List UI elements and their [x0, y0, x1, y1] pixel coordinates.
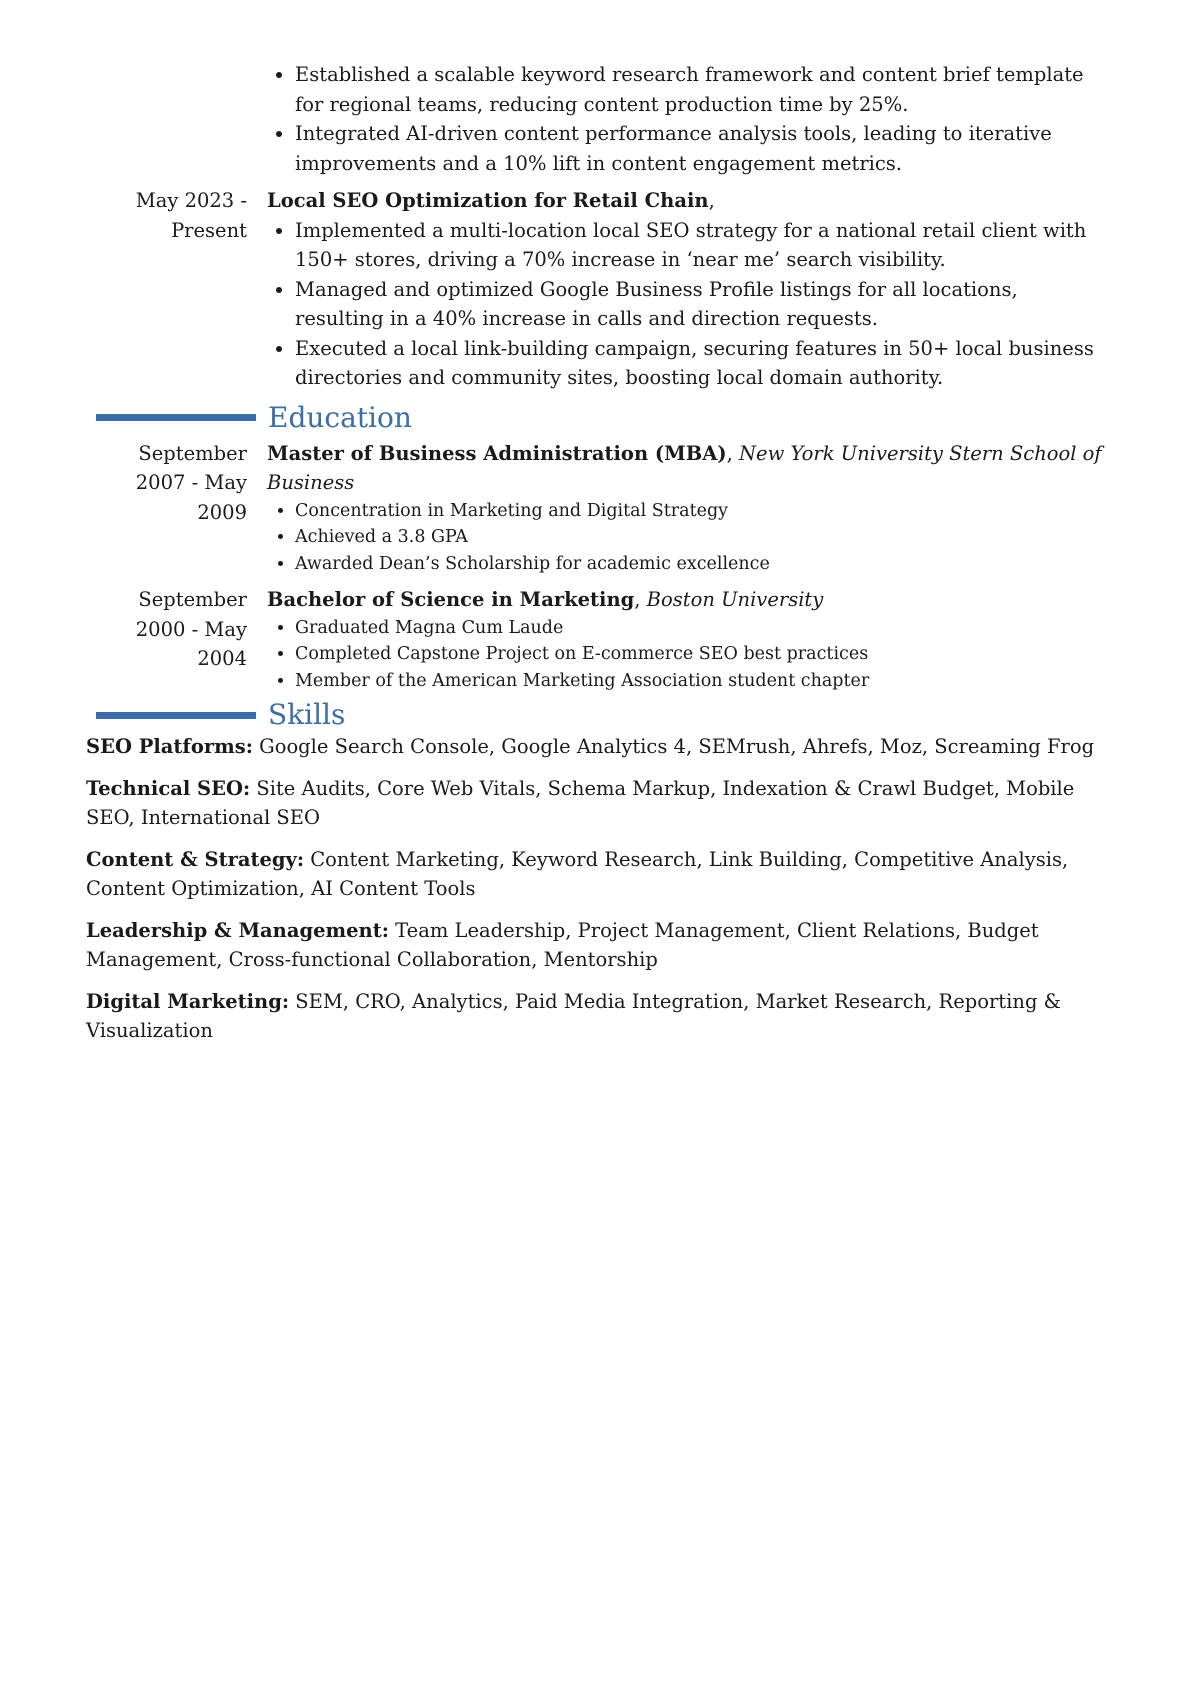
skills-heading: [86, 698, 1106, 732]
skill-label: SEO Platforms:: [86, 735, 253, 758]
section-title: Skills: [268, 698, 346, 731]
skill-row: [86, 987, 1106, 1046]
project-entry: May 2023 - Present Local SEO Optimization for Retail Chain, • Implemented a multi-location local SEO strategy for a national retail client with 150+ stores, driving a 70% increase in ‘near me’ search visibility. • Managed and optimized Google Business Profile listings for all locations, resulting in a 40% increase in calls and direction requests. • Executed a local link-building campaign, securing features in 50+ local business directories and community sites, boosting local domain authority.: [86, 186, 1106, 393]
skill-value: SEM, CRO, Analytics, Paid Media Integration, Market Research, Reporting & Visualization: [86, 989, 1061, 1042]
bullet: • Member of the American Marketing Association student chapter: [295, 668, 1106, 695]
experience-continued: [86, 60, 1106, 178]
skill-label: Technical SEO:: [86, 776, 251, 800]
skill-value: Google Search Console, Google Analytics 4, SEMrush, Ahrefs, Moz, Screaming Frog: [259, 735, 1095, 758]
project-title: Local SEO Optimization for Retail Chain: [267, 189, 709, 212]
project-date: May 2023 - Present: [135, 189, 247, 242]
education-heading: [86, 401, 1106, 435]
education-entry: September 2000 - May 2004 Bachelor of Science in Marketing, Boston University • Graduated Magna Cum Laude • Completed Capstone Project on E-commerce SEO best practices • Member of the American Marketing Association student chapter: [86, 585, 1106, 694]
bullet: • Established a scalable keyword research framework and content brief template for regional teams, reducing content production time by 25%.: [295, 60, 1106, 119]
skill-row: [86, 732, 1106, 762]
bullet: • Concentration in Marketing and Digital Strategy: [295, 498, 1106, 525]
skill-value: Content Marketing, Keyword Research, Link Building, Competitive Analysis, Content Optimization, AI Content Tools: [86, 847, 1069, 900]
skill-label: Content & Strategy:: [86, 847, 305, 871]
bullet: • Awarded Dean’s Scholarship for academic excellence: [295, 551, 1106, 578]
degree: Master of Business Administration (MBA): [267, 441, 727, 465]
institution: Boston University: [646, 588, 824, 611]
skill-label: Digital Marketing:: [86, 989, 290, 1013]
bullet: • Integrated AI-driven content performance analysis tools, leading to iterative improvements and a 10% lift in content engagement metrics.: [295, 119, 1106, 178]
institution: New York University Stern School of Business: [267, 441, 1102, 494]
education-date: September 2007 - May 2009: [135, 441, 247, 524]
bullet: • Executed a local link-building campaign, securing features in 50+ local business directories and community sites, boosting local domain authority.: [295, 334, 1106, 393]
skill-row: [86, 916, 1106, 975]
skill-row: [86, 845, 1106, 904]
skill-row: [86, 774, 1106, 833]
degree: Bachelor of Science in Marketing: [267, 588, 635, 611]
education-date: September 2000 - May 2004: [135, 588, 247, 670]
skill-label: Leadership & Management:: [86, 918, 389, 942]
bullet: • Implemented a multi-location local SEO strategy for a national retail client with 150+ stores, driving a 70% increase in ‘near me’ search visibility.: [295, 216, 1106, 275]
skills-list: [86, 732, 1106, 1046]
section-bar: [96, 414, 256, 421]
section-bar: [96, 712, 256, 719]
skill-value: Team Leadership, Project Management, Client Relations, Budget Management, Cross-functional Collaboration, Mentorship: [86, 918, 1039, 971]
section-title: Education: [268, 400, 412, 434]
bullet: • Graduated Magna Cum Laude: [295, 615, 1106, 642]
bullet: • Completed Capstone Project on E-commerce SEO best practices: [295, 641, 1106, 668]
skill-value: Site Audits, Core Web Vitals, Schema Markup, Indexation & Crawl Budget, Mobile SEO, International SEO: [86, 776, 1075, 829]
education-entry: September 2007 - May 2009 Master of Business Administration (MBA), New York University Stern School of Business • Concentration in Marketing and Digital Strategy • Achieved a 3.8 GPA • Awarded Dean’s Scholarship for academic excellence: [86, 439, 1106, 578]
bullet: • Managed and optimized Google Business Profile listings for all locations, resulting in a 40% increase in calls and direction requests.: [295, 275, 1106, 334]
bullet: • Achieved a 3.8 GPA: [295, 524, 1106, 551]
